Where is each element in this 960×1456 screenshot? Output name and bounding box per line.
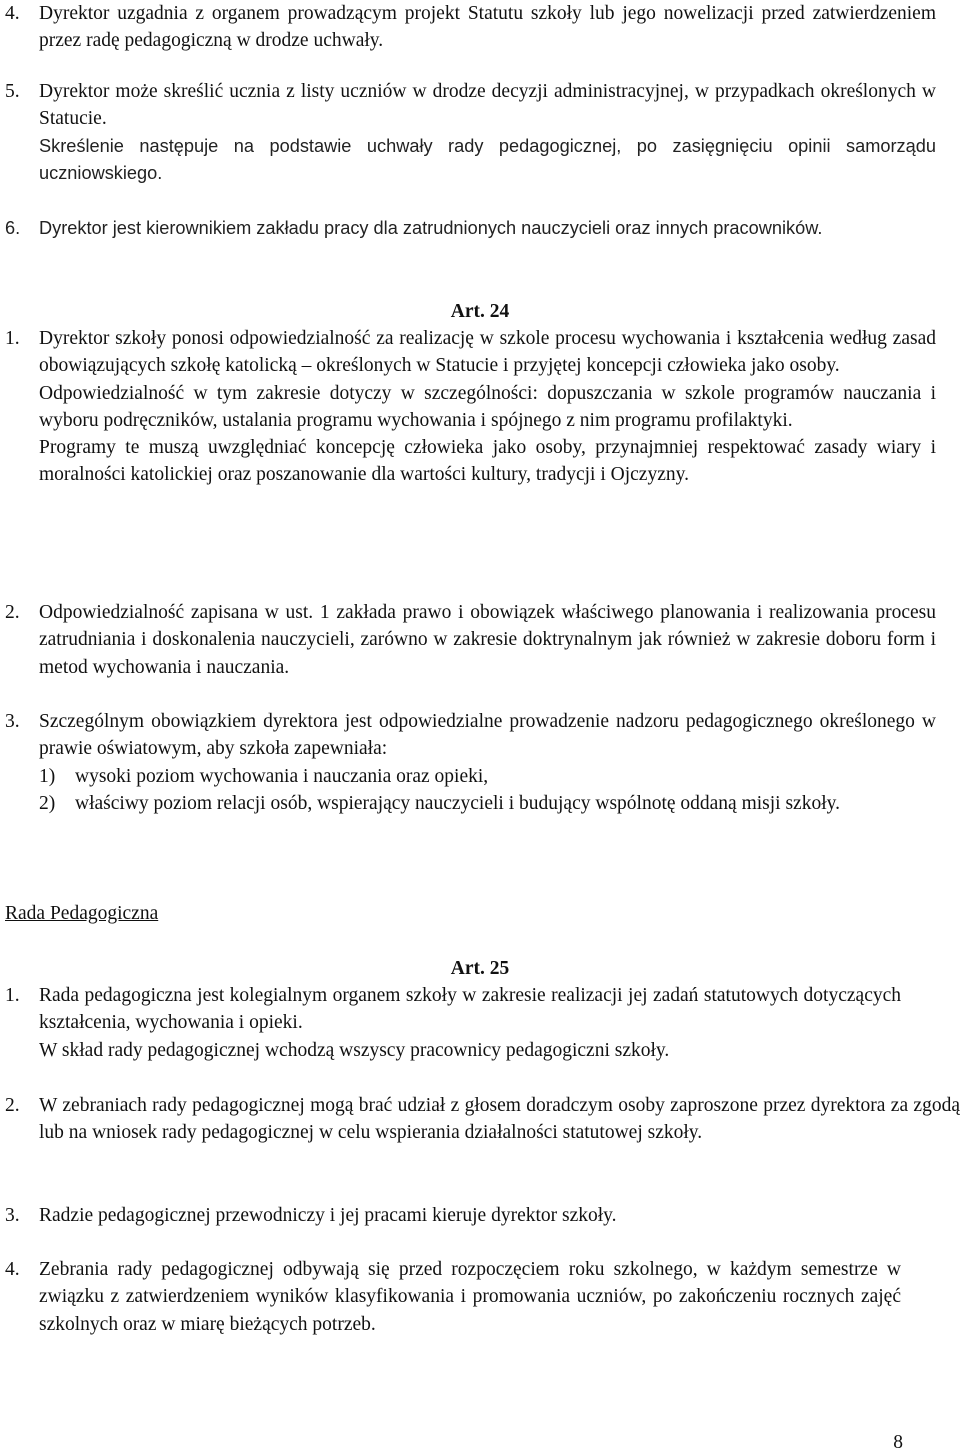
article-24-paragraph-2 (5, 599, 936, 681)
paragraph-number: 5. (5, 81, 20, 102)
paragraph-text: Dyrektor uzgadnia z organem prowadzącym projekt Statutu szkoły lub jego nowelizacji przed zatwierdzeniem przez radę pedagogiczną w drodze uchwały. (39, 3, 936, 52)
paragraph-text: Programy te muszą uwzględniać koncepcję człowieka jako osoby, przynajmniej respektować zasady wiary i moralności katolickiej oraz poszanowanie dla wartości kultury, tradycji i Ojczyzny. (39, 437, 936, 486)
paragraph-text: Dyrektor jest kierownikiem zakładu pracy dla zatrudnionych nauczycieli oraz innych pracowników. (39, 218, 823, 238)
section-heading: Rada Pedagogiczna (5, 903, 159, 924)
article-24-paragraph-1 (5, 325, 936, 489)
paragraph-number: 2. (5, 1095, 20, 1116)
paragraph-text: W skład rady pedagogicznej wchodzą wszyscy pracownicy pedagogiczni szkoły. (39, 1039, 670, 1061)
list-item-text: właściwy poziom relacji osób, wspierający nauczycieli i budujący wspólnotę oddaną misji szkoły. (75, 792, 840, 814)
paragraph-6 (5, 215, 936, 242)
paragraph-text: Radzie pedagogicznej przewodniczy i jej pracami kieruje dyrektor szkoły. (39, 1205, 617, 1226)
article-25-paragraph-1 (5, 982, 901, 1064)
list-item (39, 790, 936, 817)
paragraph-number: 6. (5, 218, 21, 238)
paragraph-number: 1. (5, 985, 20, 1006)
paragraph-text: Dyrektor szkoły ponosi odpowiedzialność za realizację w szkole procesu wychowania i kształcenia według zasad obowiązujących szkołę katolicką – określonych w Statucie i przyjętej koncepcji człowieka jako osoby. (39, 328, 936, 377)
paragraph-number: 2. (5, 602, 20, 623)
paragraph-number: 3. (5, 711, 20, 732)
list-item (39, 763, 936, 790)
article-24-paragraph-3 (5, 708, 936, 817)
paragraph-text: Rada pedagogiczna jest kolegialnym organem szkoły w zakresie realizacji jej zadań statutowych dotyczących kształcenia, wychowania i opieki. (39, 985, 901, 1034)
page-number: 8 (893, 1432, 903, 1453)
article-25-paragraph-2 (5, 1092, 960, 1147)
paragraph-number: 1. (5, 328, 20, 349)
paragraph-text: Odpowiedzialność zapisana w ust. 1 zakłada prawo i obowiązek właściwego planowania i realizowania procesu zatrudniania i doskonalenia nauczycieli, zarówno w zakresie doktrynalnym jak również w zakresie doboru form i metod wychowania i nauczania. (39, 602, 936, 678)
paragraph-number: 3. (5, 1205, 20, 1226)
paragraph-4 (5, 0, 936, 55)
article-25-heading: Art. 25 (450, 958, 510, 979)
paragraph-text: Dyrektor może skreślić ucznia z listy uczniów w drodze decyzji administracyjnej, w przypadkach określonych w Statucie. (39, 81, 936, 130)
article-25-paragraph-4 (5, 1256, 901, 1338)
paragraph-number: 4. (5, 1259, 20, 1280)
list-item-text: wysoki poziom wychowania i nauczania oraz opieki, (75, 765, 489, 787)
list-item-number: 1) (39, 765, 56, 787)
list-item-number: 2) (39, 792, 56, 814)
paragraph-number: 4. (5, 3, 20, 24)
paragraph-text: Szczególnym obowiązkiem dyrektora jest odpowiedzialne prowadzenie nadzoru pedagogicznego określonego w prawie oświatowym, aby szkoła zapewniała: (39, 711, 936, 760)
paragraph-text: Skreślenie następuje na podstawie uchwały rady pedagogicznej, po zasięgnięciu opinii samorządu uczniowskiego. (39, 135, 936, 183)
article-25-paragraph-3 (5, 1202, 936, 1229)
paragraph-text: Odpowiedzialność w tym zakresie dotyczy w szczególności: dopuszczania w szkole programów nauczania i wyboru podręczników, ustalania programu wychowania i spójnego z nim programu profilaktyki. (39, 382, 936, 431)
paragraph-text: Zebrania rady pedagogicznej odbywają się przed rozpoczęciem roku szkolnego, w każdym semestrze w związku z zatwierdzeniem wyników klasyfikowania i promowania uczniów, po zakończeniu rocznych zajęć szkolnych oraz w miarę bieżących potrzeb. (39, 1259, 901, 1335)
paragraph-text: W zebraniach rady pedagogicznej mogą brać udział z głosem doradczym osoby zaproszone przez dyrektora za zgodą lub na wniosek rady pedagogicznej w celu wspierania działalności statutowej szkoły. (39, 1095, 960, 1144)
article-24-heading: Art. 24 (450, 301, 510, 322)
paragraph-5 (5, 78, 936, 187)
